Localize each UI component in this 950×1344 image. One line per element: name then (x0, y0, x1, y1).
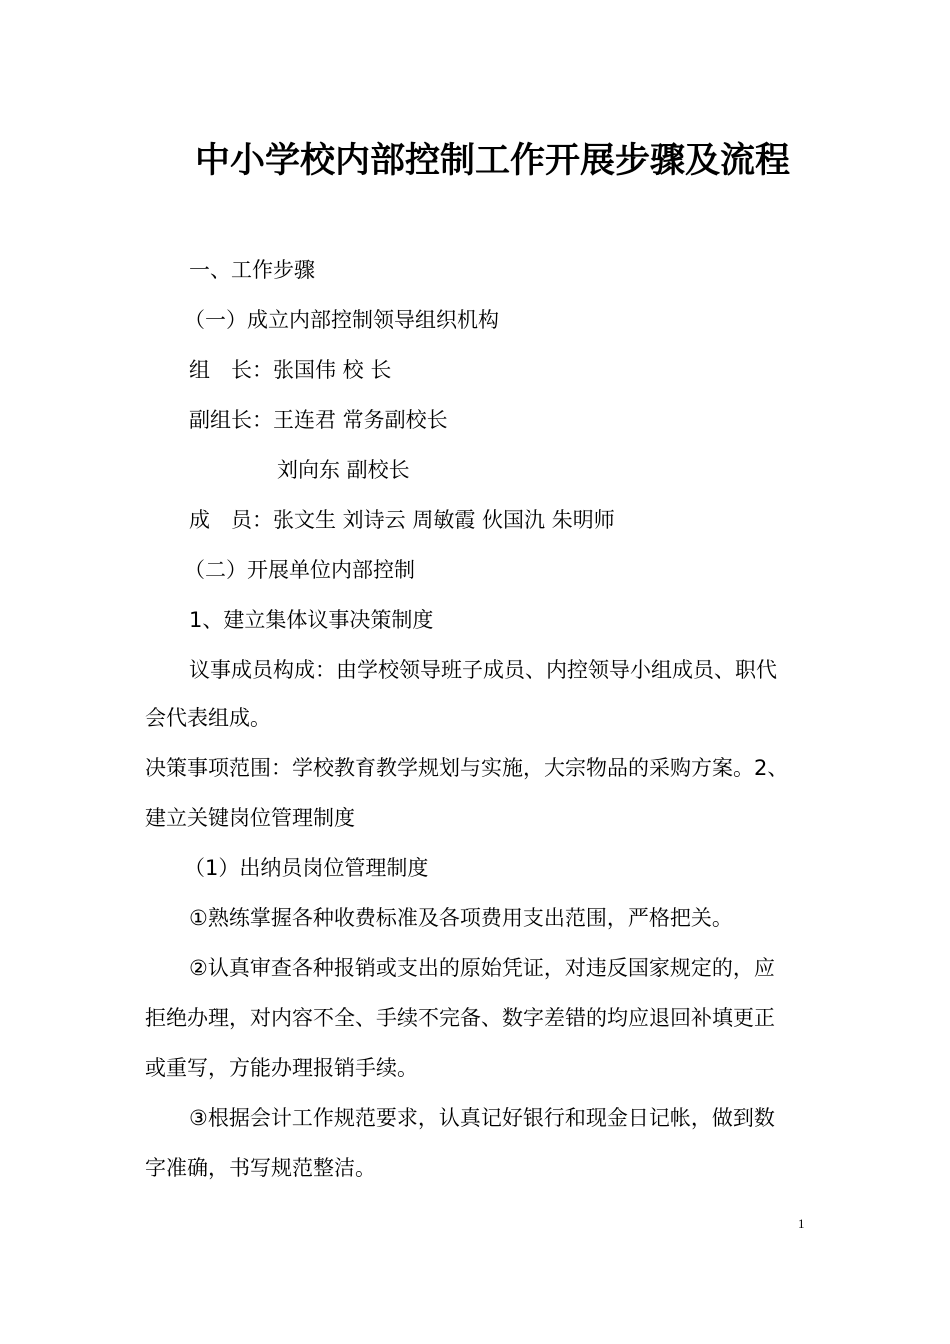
paragraph-line: 建立关键岗位管理制度 (145, 806, 355, 830)
paragraph-line: ③根据会计工作规范要求，认真记好银行和现金日记帐，做到数 (189, 1106, 775, 1130)
subsection-heading-2: （二）开展单位内部控制 (184, 558, 415, 582)
item-heading-2: （1）出纳员岗位管理制度 (184, 856, 429, 880)
subsection-heading-1: （一）成立内部控制领导组织机构 (184, 308, 499, 332)
paragraph-line: 会代表组成。 (145, 706, 271, 730)
paragraph-line: 拒绝办理，对内容不全、手续不完备、数字差错的均应退回补填更正 (145, 1006, 775, 1030)
leader-row (189, 355, 869, 385)
members-label: 成 员： (189, 508, 273, 532)
paragraph-line: ②认真审查各种报销或支出的原始凭证，对违反国家规定的，应 (189, 956, 775, 980)
members-value: 张文生 刘诗云 周敏霞 伙国氿 朱明师 (273, 508, 615, 532)
page-number: 1 (798, 1216, 805, 1231)
paragraph-line: 决策事项范围：学校教育教学规划与实施，大宗物品的采购方案。2、 (145, 756, 789, 780)
leader-label: 组 长： (189, 358, 273, 382)
paragraph-line: 或重写，方能办理报销手续。 (145, 1056, 418, 1080)
paragraph-line: ①熟练掌握各种收费标准及各项费用支出范围，严格把关。 (189, 906, 733, 930)
deputy-leader-label: 副组长： (189, 408, 273, 432)
deputy-leader-row (189, 405, 869, 435)
deputy-leader-value-2: 刘向东 副校长 (277, 458, 410, 482)
leader-value: 张国伟 校 长 (273, 358, 392, 382)
paragraph-line: 议事成员构成：由学校领导班子成员、内控领导小组成员、职代 (189, 658, 777, 682)
members-row (189, 505, 869, 535)
document-title: 中小学校内部控制工作开展步骤及流程 (194, 141, 790, 181)
paragraph-line: 字准确，书写规范整洁。 (145, 1156, 376, 1180)
deputy-leader-value: 王连君 常务副校长 (273, 408, 448, 432)
item-heading-1: 1、建立集体议事决策制度 (189, 608, 434, 632)
section-heading-work-steps: 一、工作步骤 (189, 258, 315, 282)
